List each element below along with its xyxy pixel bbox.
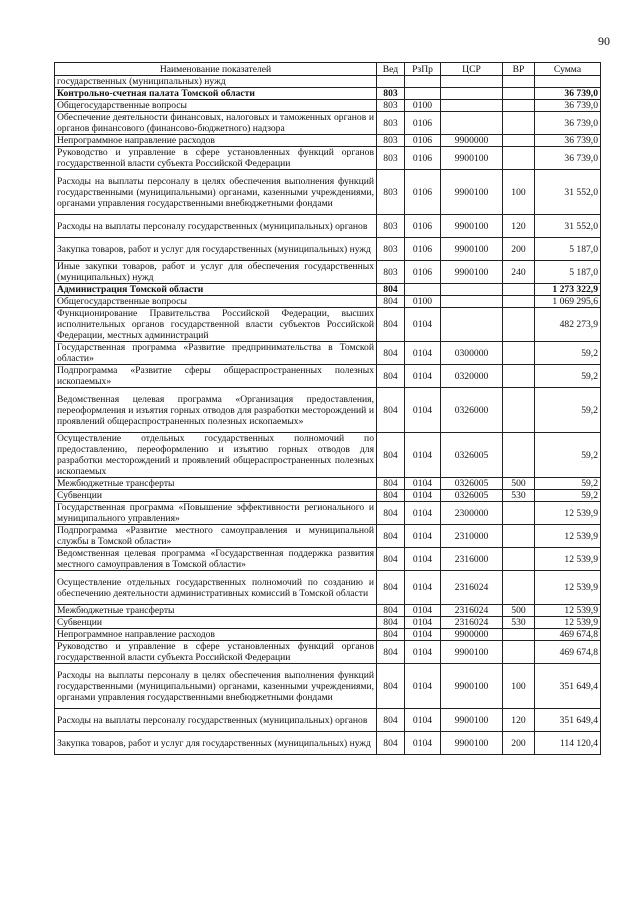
cell-sum: 36 739,0 [535,112,601,135]
cell-ved: 804 [377,732,405,755]
cell-sum: 59,2 [535,365,601,388]
cell-ved: 804 [377,664,405,709]
cell-name: Иные закупки товаров, работ и услуг для обеспечения государственных (муниципальных) нужд [55,261,377,284]
cell-name: государственных (муниципальных) нужд [55,76,377,88]
cell-name: Непрограммное направление расходов [55,629,377,641]
cell-csr: 0326000 [441,388,503,433]
cell-rzpr [405,76,441,88]
cell-vr: 100 [503,664,535,709]
cell-vr [503,629,535,641]
cell-name: Государственная программа «Развитие предпринимательства в Томской области» [55,342,377,365]
cell-ved: 804 [377,617,405,629]
header-sum: Сумма [535,63,601,76]
cell-name: Общегосударственные вопросы [55,296,377,308]
cell-sum: 114 120,4 [535,732,601,755]
cell-rzpr: 0104 [405,388,441,433]
cell-ved: 804 [377,308,405,342]
table-row [55,342,601,365]
cell-sum: 351 649,4 [535,709,601,732]
cell-vr: 500 [503,478,535,490]
cell-ved: 804 [377,629,405,641]
cell-csr: 2310000 [441,525,503,548]
table-row [55,170,601,215]
cell-sum: 36 739,0 [535,135,601,147]
cell-csr: 9900100 [441,215,503,238]
page-number: 90 [598,34,610,48]
cell-sum: 482 273,9 [535,308,601,342]
cell-csr: 9900100 [441,641,503,664]
cell-ved: 803 [377,135,405,147]
cell-rzpr: 0100 [405,296,441,308]
cell-ved [377,76,405,88]
cell-ved: 804 [377,478,405,490]
cell-sum [535,76,601,88]
table-row [55,709,601,732]
cell-name: Контрольно-счетная палата Томской области [55,88,377,100]
cell-name: Администрация Томской области [55,284,377,296]
cell-sum: 59,2 [535,433,601,478]
cell-rzpr: 0104 [405,478,441,490]
cell-rzpr: 0104 [405,525,441,548]
cell-vr: 530 [503,617,535,629]
cell-sum: 12 539,9 [535,617,601,629]
cell-rzpr: 0106 [405,147,441,170]
cell-csr: 2316024 [441,617,503,629]
cell-name: Расходы на выплаты персоналу государственных (муниципальных) органов [55,215,377,238]
cell-csr [441,88,503,100]
cell-name: Расходы на выплаты персоналу государственных (муниципальных) органов [55,709,377,732]
cell-rzpr: 0100 [405,100,441,112]
cell-csr [441,284,503,296]
cell-ved: 804 [377,525,405,548]
cell-csr: 9900100 [441,709,503,732]
budget-table [54,62,601,755]
cell-name: Подпрограмма «Развитие сферы общераспространенных полезных ископаемых» [55,365,377,388]
cell-vr [503,100,535,112]
cell-vr [503,112,535,135]
cell-ved: 804 [377,641,405,664]
cell-csr: 0320000 [441,365,503,388]
cell-csr: 9900000 [441,629,503,641]
table-row [55,284,601,296]
cell-vr [503,88,535,100]
table-row [55,433,601,478]
cell-sum: 351 649,4 [535,664,601,709]
cell-sum: 36 739,0 [535,88,601,100]
cell-sum: 59,2 [535,388,601,433]
cell-csr [441,100,503,112]
cell-vr: 530 [503,490,535,502]
cell-csr: 2300000 [441,502,503,525]
cell-csr: 2316024 [441,571,503,605]
cell-csr: 0326005 [441,478,503,490]
cell-ved: 803 [377,112,405,135]
cell-csr [441,296,503,308]
cell-name: Руководство и управление в сфере установленных функций органов государственной власти субъекта Российской Федерации [55,147,377,170]
cell-rzpr: 0104 [405,664,441,709]
table-row [55,732,601,755]
cell-ved: 804 [377,284,405,296]
cell-ved: 804 [377,571,405,605]
header-vr: ВР [503,63,535,76]
cell-rzpr: 0106 [405,170,441,215]
table-row [55,548,601,571]
cell-vr [503,641,535,664]
cell-sum: 31 552,0 [535,170,601,215]
table-row [55,617,601,629]
cell-csr: 0326005 [441,433,503,478]
table-row [55,100,601,112]
cell-ved: 803 [377,147,405,170]
header-rzpr: РзПр [405,63,441,76]
table-row [55,664,601,709]
cell-sum: 1 069 295,6 [535,296,601,308]
header-name: Наименование показателей [55,63,377,76]
header-csr: ЦСР [441,63,503,76]
cell-name: Непрограммное направление расходов [55,135,377,147]
table-row [55,365,601,388]
cell-vr [503,388,535,433]
cell-ved: 804 [377,342,405,365]
cell-rzpr: 0104 [405,548,441,571]
cell-name: Расходы на выплаты персоналу в целях обеспечения выполнения функций государственными (муниципальными) органами, казенными учреждениями, органами управления государственными внебюджетными фондами [55,170,377,215]
cell-csr: 9900000 [441,135,503,147]
cell-sum: 12 539,9 [535,525,601,548]
cell-rzpr: 0106 [405,135,441,147]
table-row [55,88,601,100]
cell-ved: 804 [377,365,405,388]
table-row [55,296,601,308]
cell-sum: 59,2 [535,342,601,365]
cell-sum: 12 539,9 [535,548,601,571]
cell-rzpr: 0104 [405,571,441,605]
cell-name: Государственная программа «Повышение эффективности регионального и муниципального управления» [55,502,377,525]
table-row [55,478,601,490]
cell-name: Расходы на выплаты персоналу в целях обеспечения выполнения функций государственными (муниципальными) органами, казенными учреждениями, органами управления государственными внебюджетными фондами [55,664,377,709]
table-row [55,112,601,135]
cell-vr [503,525,535,548]
cell-ved: 804 [377,605,405,617]
cell-vr: 120 [503,709,535,732]
cell-vr [503,571,535,605]
cell-rzpr: 0104 [405,605,441,617]
table-row [55,629,601,641]
table-row [55,147,601,170]
cell-name: Осуществление отдельных государственных полномочий по созданию и обеспечению деятельности административных комиссий в Томской области [55,571,377,605]
cell-name: Субвенции [55,490,377,502]
cell-vr: 240 [503,261,535,284]
cell-ved: 804 [377,548,405,571]
cell-rzpr: 0104 [405,365,441,388]
cell-csr: 2316024 [441,605,503,617]
cell-ved: 804 [377,709,405,732]
cell-csr: 0300000 [441,342,503,365]
table-body [55,76,601,755]
cell-vr [503,147,535,170]
cell-sum: 31 552,0 [535,215,601,238]
table-row [55,308,601,342]
table-row [55,215,601,238]
cell-vr [503,284,535,296]
cell-name: Межбюджетные трансферты [55,478,377,490]
cell-ved: 804 [377,388,405,433]
cell-sum: 59,2 [535,490,601,502]
cell-rzpr: 0106 [405,238,441,261]
cell-sum: 469 674,8 [535,629,601,641]
table-row [55,238,601,261]
cell-csr: 2316000 [441,548,503,571]
cell-sum: 36 739,0 [535,147,601,170]
cell-ved: 803 [377,238,405,261]
cell-sum: 1 273 322,9 [535,284,601,296]
cell-sum: 36 739,0 [535,100,601,112]
cell-name: Подпрограмма «Развитие местного самоуправления и муниципальной службы в Томской области» [55,525,377,548]
cell-vr [503,365,535,388]
cell-name: Осуществление отдельных государственных полномочий по предоставлению, переоформлению и изъятию горных отводов для разработки месторождений и проявлений общераспространенных полезных ископаемых [55,433,377,478]
cell-rzpr: 0104 [405,732,441,755]
cell-name: Функционирование Правительства Российской Федерации, высших исполнительных органов государственной власти субъектов Российской Федерации, местных администраций [55,308,377,342]
cell-csr: 9900100 [441,664,503,709]
cell-rzpr: 0106 [405,112,441,135]
table-row [55,502,601,525]
cell-vr [503,548,535,571]
cell-csr [441,112,503,135]
cell-name: Закупка товаров, работ и услуг для государственных (муниципальных) нужд [55,238,377,261]
cell-ved: 804 [377,502,405,525]
cell-rzpr: 0104 [405,641,441,664]
cell-csr [441,76,503,88]
cell-rzpr: 0104 [405,502,441,525]
cell-sum: 469 674,8 [535,641,601,664]
table-row [55,605,601,617]
table-row [55,76,601,88]
cell-ved: 803 [377,88,405,100]
cell-rzpr: 0104 [405,629,441,641]
cell-ved: 804 [377,433,405,478]
table-header-row [55,63,601,76]
cell-vr: 500 [503,605,535,617]
cell-name: Обеспечение деятельности финансовых, налоговых и таможенных органов и органов финансового (финансово-бюджетного) надзора [55,112,377,135]
table-row [55,388,601,433]
table-row [55,135,601,147]
cell-sum: 59,2 [535,478,601,490]
cell-vr [503,308,535,342]
table-row [55,571,601,605]
cell-name: Общегосударственные вопросы [55,100,377,112]
cell-name: Ведомственная целевая программа «Государственная поддержка развития местного самоуправления в Томской области» [55,548,377,571]
cell-rzpr: 0104 [405,433,441,478]
cell-vr [503,135,535,147]
cell-ved: 803 [377,100,405,112]
cell-vr [503,342,535,365]
cell-ved: 804 [377,490,405,502]
cell-sum: 12 539,9 [535,571,601,605]
cell-csr: 9900100 [441,261,503,284]
cell-rzpr: 0104 [405,709,441,732]
cell-vr [503,296,535,308]
cell-ved: 803 [377,261,405,284]
cell-rzpr: 0104 [405,308,441,342]
cell-csr: 9900100 [441,732,503,755]
cell-rzpr: 0104 [405,342,441,365]
cell-vr: 200 [503,238,535,261]
cell-ved: 803 [377,170,405,215]
cell-name: Межбюджетные трансферты [55,605,377,617]
cell-sum: 5 187,0 [535,261,601,284]
cell-ved: 803 [377,215,405,238]
cell-csr: 9900100 [441,238,503,261]
cell-rzpr [405,88,441,100]
table-row [55,641,601,664]
cell-vr [503,76,535,88]
cell-name: Субвенции [55,617,377,629]
cell-vr [503,433,535,478]
cell-name: Ведомственная целевая программа «Организация предоставления, переоформления и изъятия горных отводов для разработки месторождений и проявлений общераспространенных полезных ископаемых» [55,388,377,433]
cell-vr [503,502,535,525]
cell-csr [441,308,503,342]
cell-rzpr: 0104 [405,617,441,629]
cell-rzpr: 0104 [405,490,441,502]
cell-rzpr: 0106 [405,261,441,284]
cell-vr: 120 [503,215,535,238]
header-ved: Вед [377,63,405,76]
cell-csr: 9900100 [441,170,503,215]
cell-name: Руководство и управление в сфере установленных функций органов государственной власти субъекта Российской Федерации [55,641,377,664]
cell-csr: 0326005 [441,490,503,502]
table-row [55,525,601,548]
table-row [55,490,601,502]
cell-rzpr [405,284,441,296]
cell-name: Закупка товаров, работ и услуг для государственных (муниципальных) нужд [55,732,377,755]
cell-vr: 200 [503,732,535,755]
cell-sum: 5 187,0 [535,238,601,261]
cell-vr: 100 [503,170,535,215]
table-row [55,261,601,284]
cell-ved: 804 [377,296,405,308]
cell-rzpr: 0106 [405,215,441,238]
cell-sum: 12 539,9 [535,605,601,617]
cell-sum: 12 539,9 [535,502,601,525]
cell-csr: 9900100 [441,147,503,170]
